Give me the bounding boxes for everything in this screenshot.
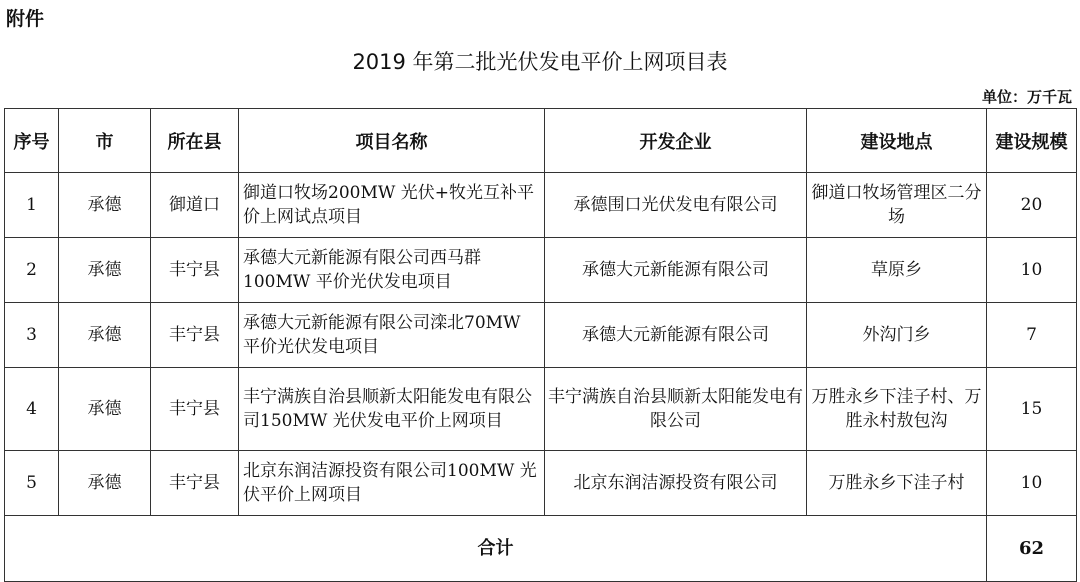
cell-no: 5: [5, 451, 59, 516]
cell-scale: 20: [987, 173, 1077, 238]
header-location: 建设地点: [807, 109, 987, 173]
cell-location: 御道口牧场管理区二分场: [807, 173, 987, 238]
cell-scale: 15: [987, 368, 1077, 451]
header-county: 所在县: [151, 109, 239, 173]
cell-company: 北京东润洁源投资有限公司: [545, 451, 807, 516]
cell-city: 承德: [59, 303, 151, 368]
cell-location: 外沟门乡: [807, 303, 987, 368]
cell-county: 丰宁县: [151, 451, 239, 516]
cell-location: 草原乡: [807, 238, 987, 303]
cell-no: 1: [5, 173, 59, 238]
cell-location: 万胜永乡下洼子村、万胜永村敖包沟: [807, 368, 987, 451]
cell-company: 丰宁满族自治县顺新太阳能发电有限公司: [545, 368, 807, 451]
table-row: [5, 173, 1077, 238]
cell-city: 承德: [59, 238, 151, 303]
cell-project: 御道口牧场200MW 光伏+牧光互补平价上网试点项目: [239, 173, 545, 238]
cell-location: 万胜永乡下洼子村: [807, 451, 987, 516]
cell-scale: 10: [987, 451, 1077, 516]
project-table: [4, 108, 1077, 582]
cell-city: 承德: [59, 173, 151, 238]
table-row: [5, 303, 1077, 368]
header-project: 项目名称: [239, 109, 545, 173]
cell-county: 御道口: [151, 173, 239, 238]
cell-city: 承德: [59, 368, 151, 451]
table-row: [5, 238, 1077, 303]
cell-project: 丰宁满族自治县顺新太阳能发电有限公司150MW 光伏发电平价上网项目: [239, 368, 545, 451]
cell-project: 承德大元新能源有限公司滦北70MW 平价光伏发电项目: [239, 303, 545, 368]
unit-label: 单位：万千瓦: [981, 88, 1072, 106]
table-row: [5, 451, 1077, 516]
header-no: 序号: [5, 109, 59, 173]
header-city: 市: [59, 109, 151, 173]
header-company: 开发企业: [545, 109, 807, 173]
cell-scale: 7: [987, 303, 1077, 368]
page-title: 2019 年第二批光伏发电平价上网项目表: [352, 50, 728, 74]
cell-county: 丰宁县: [151, 368, 239, 451]
cell-company: 承德围口光伏发电有限公司: [545, 173, 807, 238]
cell-company: 承德大元新能源有限公司: [545, 238, 807, 303]
cell-scale: 10: [987, 238, 1077, 303]
cell-city: 承德: [59, 451, 151, 516]
attachment-label: 附件: [6, 8, 45, 30]
cell-no: 4: [5, 368, 59, 451]
table-header-row: [5, 109, 1077, 173]
table-row: [5, 368, 1077, 451]
total-label: 合计: [5, 516, 987, 582]
total-row: [5, 516, 1077, 582]
header-scale: 建设规模: [987, 109, 1077, 173]
cell-no: 2: [5, 238, 59, 303]
cell-county: 丰宁县: [151, 303, 239, 368]
total-value: 62: [987, 516, 1077, 582]
cell-county: 丰宁县: [151, 238, 239, 303]
cell-company: 承德大元新能源有限公司: [545, 303, 807, 368]
cell-project: 北京东润洁源投资有限公司100MW 光伏平价上网项目: [239, 451, 545, 516]
cell-no: 3: [5, 303, 59, 368]
cell-project: 承德大元新能源有限公司西马群100MW 平价光伏发电项目: [239, 238, 545, 303]
